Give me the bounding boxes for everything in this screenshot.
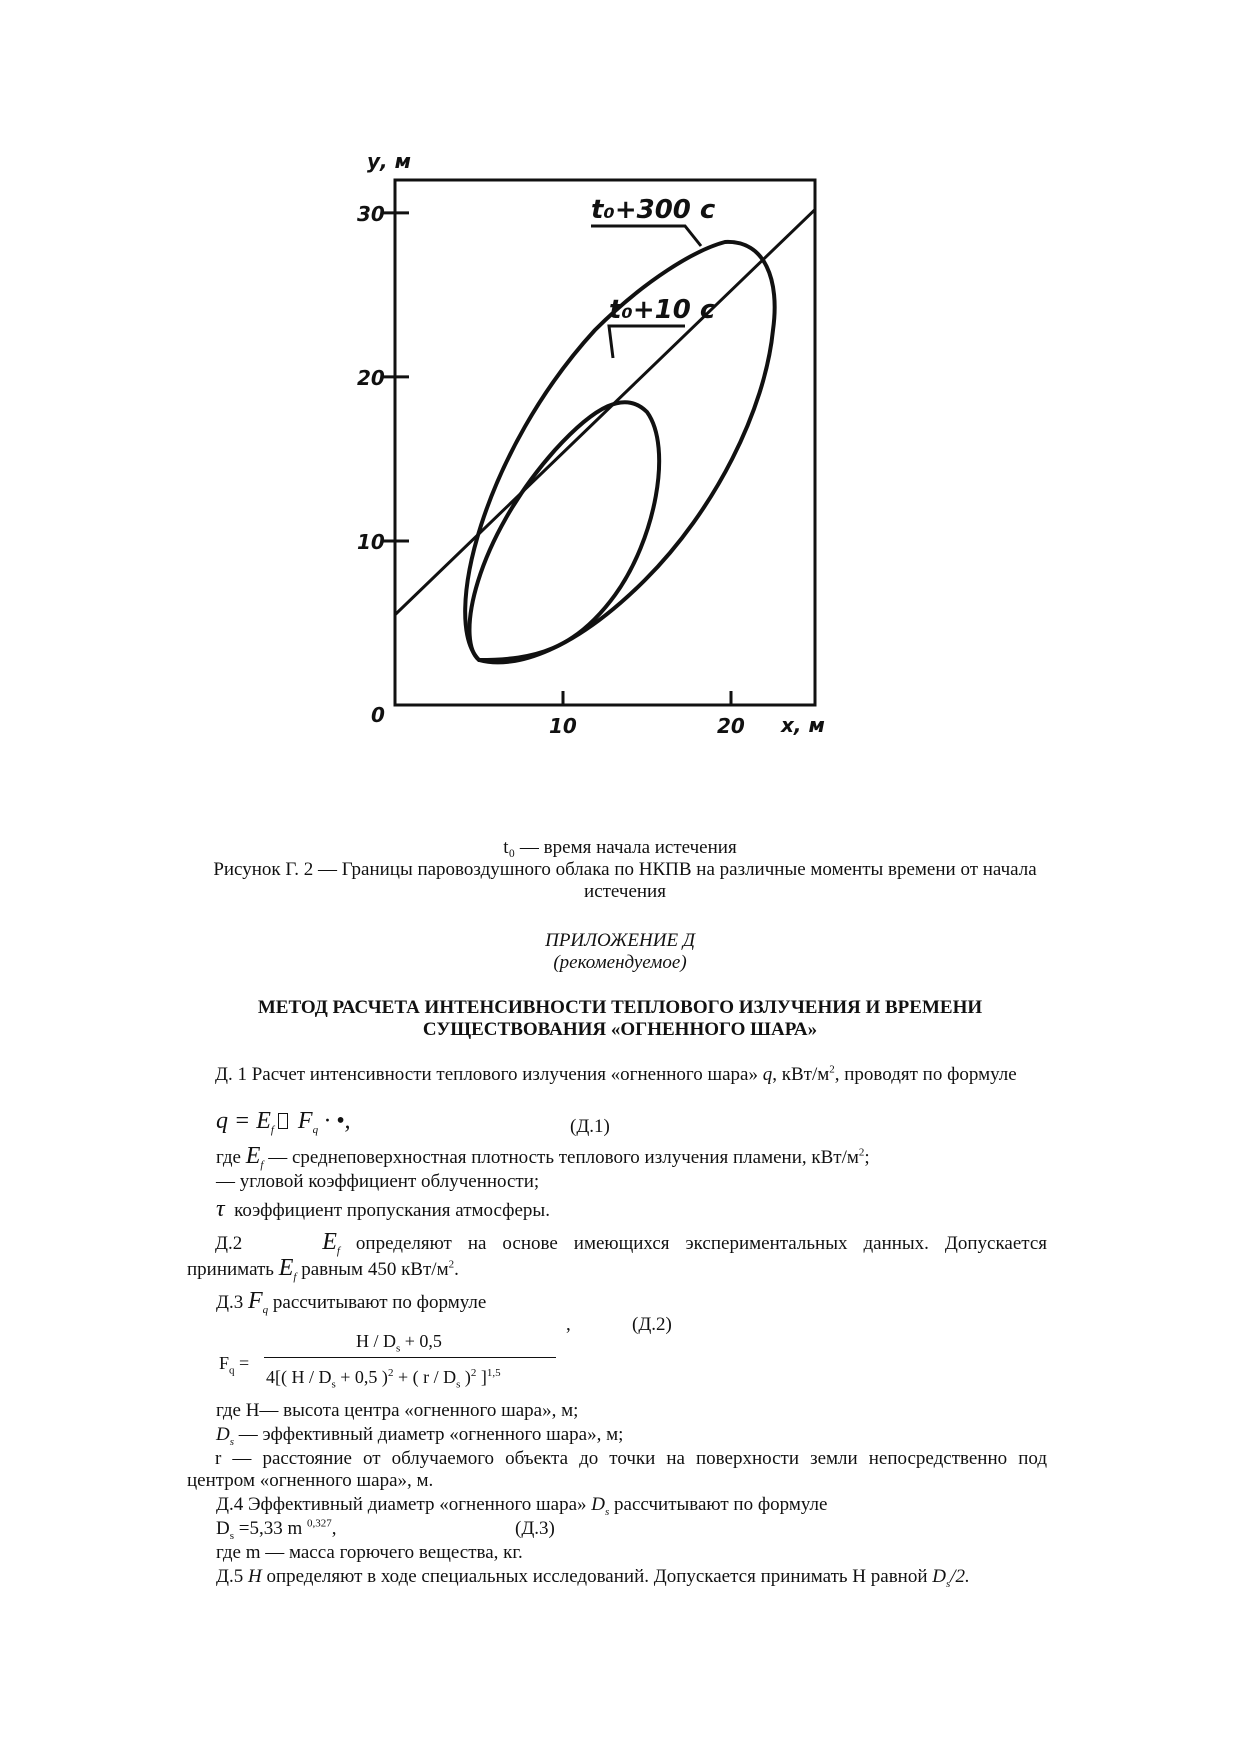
d5-text: определяют в ходе специальных исследований. Допускается принимать Н равной — [266, 1566, 928, 1587]
paragraph-d1: Д. 1 Расчет интенсивности теплового излучения «огненного шара» q, кВт/$м^2$, проводят по формуле — [215, 1063, 1017, 1085]
missing-glyph-icon — [278, 1113, 288, 1129]
eq2-den-end: ] — [476, 1367, 487, 1387]
eq2-fraction-bar — [264, 1357, 556, 1358]
d4-end: рассчитывают по формуле — [614, 1494, 828, 1515]
tau-text: коэффициент пропускания атмосферы. — [234, 1200, 550, 1221]
origin-label: 0 — [371, 703, 385, 727]
ef-symbol-d2b: E — [278, 1255, 294, 1281]
ds-sub: s — [229, 1435, 235, 1448]
section-heading-line2: СУЩЕСТВОВАНИЯ «ОГНЕННОГО ШАРА» — [422, 1019, 818, 1040]
figure-caption: Рисунок Г. 2 — Границы паровоздушного облака по НКПВ на различные моменты времени от начала истечения — [213, 859, 1037, 902]
leader-t0-10 — [609, 326, 685, 358]
ef-sub-d2: f — [336, 1244, 340, 1257]
where-ef-pre: где — [216, 1147, 246, 1168]
d2-text: определяют на основе имеющихся экспериментальных данных. Допускается — [355, 1233, 1047, 1254]
eq2-den-sup2: 2 — [470, 1367, 477, 1379]
where-h: где H— высота центра «огненного шара», м; — [216, 1400, 579, 1421]
y-axis-label: у, м — [367, 149, 411, 173]
eq2-f-sub: q — [229, 1364, 235, 1377]
where-ef: где $E_f$ — среднеповерхностная плотность теплового излучения пламени, кВт/$м^2$; — [216, 1143, 870, 1171]
where-ds — [216, 1424, 623, 1446]
tau-symbol: τ — [216, 1196, 225, 1222]
label-t0-300: t₀+300 c — [591, 195, 716, 225]
ef-symbol: E — [245, 1143, 261, 1169]
d4-text: Д.4 Эффективный диаметр «огненного шара» — [216, 1494, 587, 1515]
d4-ds: D — [591, 1494, 606, 1515]
y-tick-label: 30 — [357, 201, 385, 226]
where-ef-text: — среднеповерхностная плотность теплового излучения пламени, кВт/м — [263, 1147, 859, 1168]
where-ds-text: — эффективный диаметр «огненного шара», м; — [234, 1424, 624, 1445]
where-r-line1: r — расстояние от облучаемого объекта до точки на поверхности земли непосредственно под — [215, 1448, 1047, 1469]
chart-svg — [357, 149, 935, 830]
eq2-den-mid3: ) — [460, 1367, 471, 1387]
d5-number: Д.5 — [216, 1566, 244, 1587]
leader-t0-300 — [591, 226, 701, 246]
paragraph-d2-line1 — [187, 1231, 1047, 1255]
y-tick-label: 10 — [357, 529, 385, 554]
eq2-f: F — [219, 1353, 230, 1373]
eq1-f: f — [270, 1123, 274, 1136]
eq3-comma: , — [331, 1518, 337, 1539]
d1-unit: , кВт/м — [772, 1064, 830, 1085]
d5-ds-sub: s — [946, 1577, 951, 1590]
d5-end: /2. — [950, 1566, 970, 1587]
eq2-num-end: + 0,5 — [400, 1331, 442, 1351]
d2-value: равным 450 кВт/м — [301, 1259, 449, 1280]
d3-text: рассчитывают по формуле — [272, 1292, 487, 1313]
d1-text: Д. 1 Расчет интенсивности теплового излучения «огненного шара» — [215, 1064, 758, 1085]
where-r-line2: центром «огненного шара», м. — [187, 1470, 434, 1491]
caption-note: t₀ — время начала истечения — [503, 837, 737, 858]
eq3-sub: s — [229, 1529, 235, 1542]
eq1-fq: F — [291, 1108, 313, 1134]
eq2-den-sub1: s — [331, 1378, 336, 1391]
d1-q: q — [762, 1064, 773, 1085]
d5-ds: D — [932, 1566, 946, 1587]
d5-h: H — [247, 1566, 262, 1587]
appendix-subtitle: (рекомендуемое) — [553, 952, 687, 973]
eq2-numerator — [356, 1330, 442, 1355]
equation-d1 — [216, 1110, 351, 1134]
label-t0-10: t₀+10 c — [609, 295, 716, 325]
eq1-end: · •, — [318, 1108, 351, 1134]
paragraph-d4 — [216, 1494, 827, 1516]
where-tau — [216, 1198, 550, 1222]
ef-sub-d2b: f — [293, 1270, 297, 1283]
paragraph-d3 — [216, 1290, 486, 1314]
d1-end: , проводят по формуле — [834, 1064, 1017, 1085]
eq2-num-a: H / D — [356, 1331, 396, 1351]
eq2-den-sub2: s — [456, 1378, 461, 1391]
eq2-lhs — [219, 1352, 250, 1377]
fq-symbol: F — [247, 1288, 263, 1314]
ef-symbol-d2: E — [322, 1229, 337, 1255]
eq1-lhs: q = E — [216, 1108, 271, 1134]
series-t0-10-boundary — [469, 402, 659, 660]
d4-ds-sub: s — [605, 1505, 610, 1518]
ef-sub: f — [260, 1158, 264, 1171]
equation-d3-number: (Д.3) — [515, 1518, 555, 1539]
appendix-title: ПРИЛОЖЕНИЕ Д — [545, 930, 695, 951]
section-heading-line1: МЕТОД РАСЧЕТА ИНТЕНСИВНОСТИ ТЕПЛОВОГО ИЗЛУЧЕНИЯ И ВРЕМЕНИ — [257, 997, 983, 1018]
equation-d3 — [216, 1518, 337, 1540]
where-ef-end: ; — [864, 1147, 870, 1168]
eq2-den-sup1: 2 — [387, 1367, 394, 1379]
where-m: где m — масса горючего вещества, кг. — [216, 1542, 523, 1563]
paragraph-d2-line2: принимать $E_f$ равным 450 кВт/$м^2$. — [187, 1255, 459, 1283]
d2-accept: принимать — [187, 1259, 274, 1280]
where-fq: — угловой коэффициент облученности; — [216, 1171, 540, 1192]
eq2-equals: = — [239, 1353, 250, 1373]
eq3-d: D — [216, 1518, 230, 1539]
d2-number: Д.2 — [215, 1233, 243, 1254]
eq2-comma: , — [566, 1314, 571, 1335]
eq2-denominator — [266, 1366, 501, 1391]
y-tick-label: 20 — [357, 365, 385, 390]
paragraph-d5 — [216, 1566, 970, 1588]
x-axis-label: х, м — [781, 713, 825, 737]
plot-frame — [395, 180, 815, 705]
eq2-den-sup3: 1,5 — [486, 1367, 501, 1379]
eq2-num-sub: s — [396, 1342, 401, 1355]
eq2-den-a: 4[( H / D — [266, 1367, 332, 1387]
x-tick-label: 20 — [717, 714, 745, 738]
fq-sub: q — [262, 1303, 269, 1316]
equation-d1-number: (Д.1) — [570, 1116, 610, 1137]
ds-symbol: D — [216, 1424, 230, 1445]
d3-number: Д.3 — [216, 1292, 244, 1313]
eq3-sup: 0,327 — [307, 1517, 332, 1530]
d2-end: . — [454, 1259, 459, 1280]
cloud-boundary-chart — [357, 149, 935, 830]
eq1-q: q — [312, 1123, 319, 1136]
eq3-rhs: =5,33 m — [234, 1518, 303, 1539]
eq2-den-mid: + 0,5 ) — [335, 1367, 388, 1387]
eq2-den-mid2: + ( r / D — [393, 1367, 457, 1387]
x-tick-label: 10 — [549, 714, 577, 738]
equation-d2-number: (Д.2) — [632, 1314, 672, 1335]
